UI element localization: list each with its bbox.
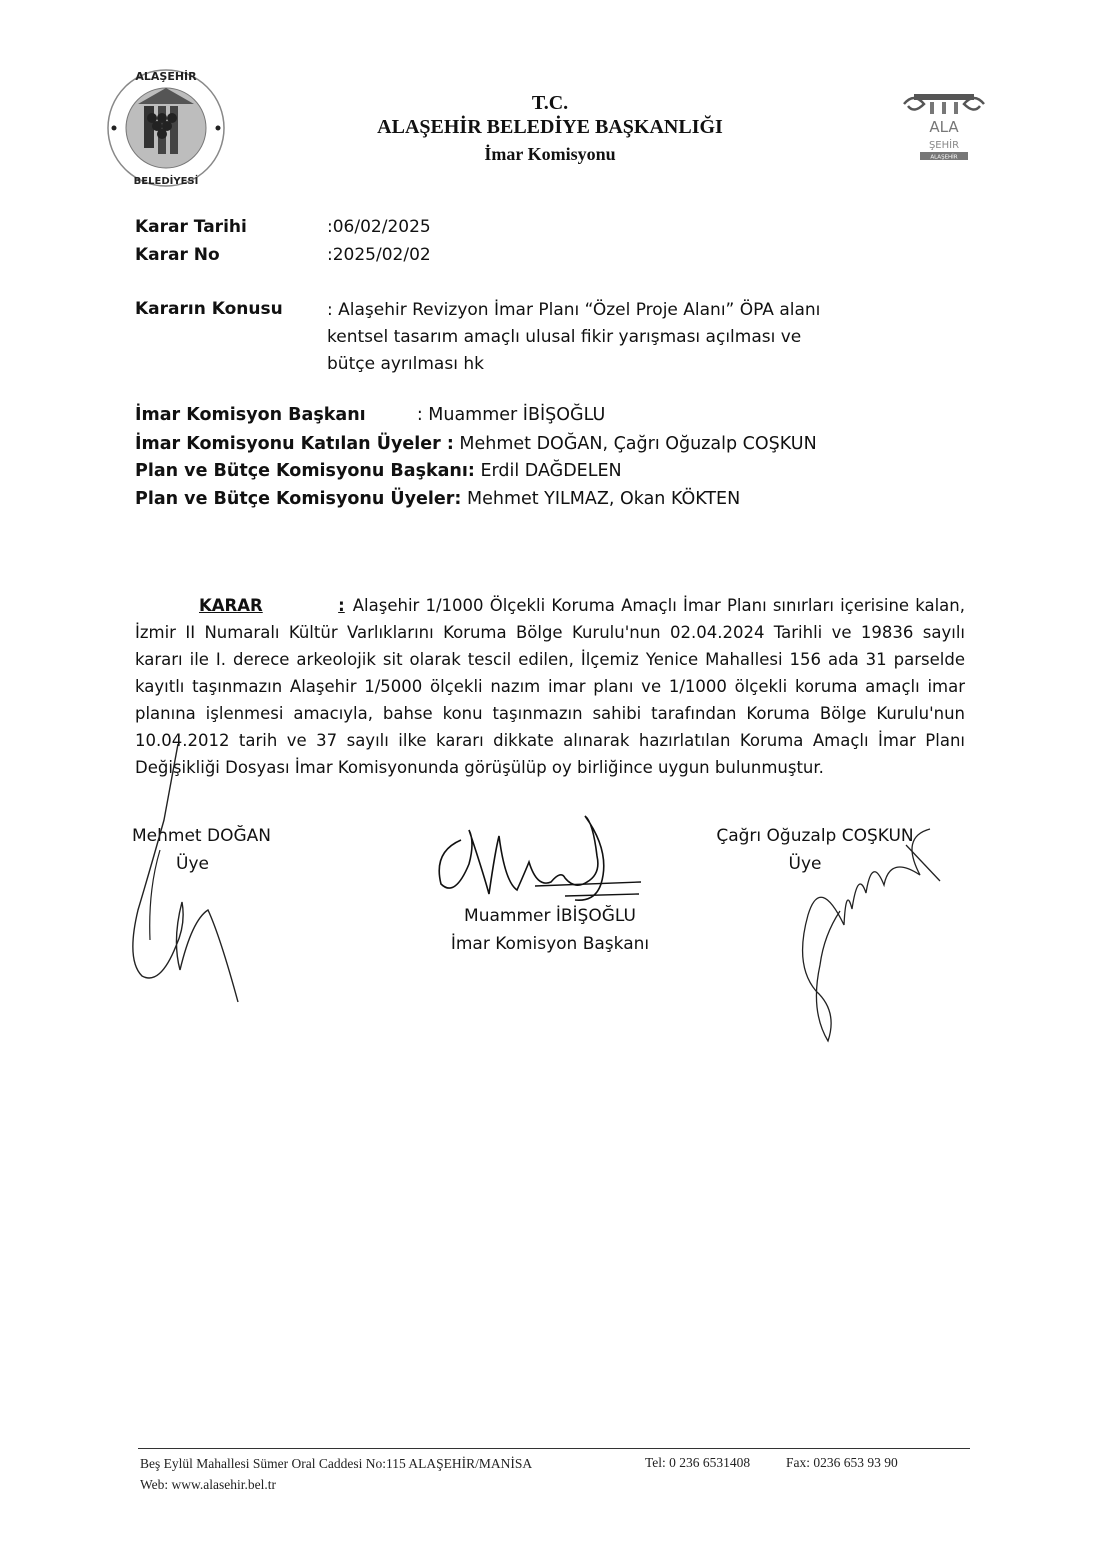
right-handwritten-signature [780, 815, 950, 1055]
budget-chair-line [135, 461, 622, 481]
chair-label: İmar Komisyon Başkanı [135, 405, 366, 425]
header-department: İmar Komisyonu [484, 144, 616, 164]
decision-colon: : [338, 596, 345, 615]
footer-phone: Tel: 0 236 6531408 [645, 1455, 751, 1470]
decision-date-label: Karar Tarihi [135, 217, 247, 237]
header-institution: ALAŞEHİR BELEDİYE BAŞKANLIĞI [377, 116, 723, 138]
left-signatory-name: Mehmet DOĞAN [132, 826, 271, 846]
seal-top-text: ALAŞEHİR [135, 70, 197, 83]
decision-topic-label: Kararın Konusu [135, 299, 283, 319]
chair-value: : Muammer İBİŞOĞLU [416, 405, 606, 425]
right-signatory-name: Çağrı Oğuzalp COŞKUN [716, 826, 914, 846]
budget-chair-value: Erdil DAĞDELEN [480, 461, 622, 481]
left-signatory-role: Üye [176, 854, 209, 874]
footer-address: Beş Eylül Mahallesi Sümer Oral Caddesi No:115 ALAŞEHİR/MANİSA [140, 1456, 533, 1471]
budget-chair-label: Plan ve Bütçe Komisyonu Başkanı: [135, 461, 475, 481]
budget-members-line [135, 489, 740, 509]
members-line [135, 434, 817, 454]
footer-web: Web: www.alasehir.bel.tr [140, 1477, 276, 1492]
left-handwritten-signature [120, 740, 260, 1010]
chair-line [135, 405, 605, 425]
header-tc: T.C. [531, 92, 569, 114]
center-handwritten-signature [425, 812, 655, 907]
right-signatory-role: Üye [788, 854, 822, 874]
logo-text-sehir: ŞEHİR [928, 140, 960, 151]
decision-date-value: :06/02/2025 [327, 217, 431, 237]
decision-label: KARAR [199, 596, 263, 615]
decision-no-value: :2025/02/02 [327, 245, 431, 265]
logo-text-ala: ALA [929, 118, 959, 136]
footer-fax: Fax: 0236 653 93 90 [786, 1455, 898, 1470]
members-label: İmar Komisyonu Katılan Üyeler : [135, 434, 454, 454]
alasehir-column-logo [900, 90, 988, 162]
decision-text: Alaşehir 1/1000 Ölçekli Koruma Amaçlı İmar Planı sınırları içerisine kalan, İzmir II Numaralı Kültür Varlıklarını Koruma Bölge Kurulu'nun 02.04.2024 Tarihli ve 19836 sayılı kararı ile I. derece arkeolojik sit olarak tescil edilen, İlçemiz Yenice Mahallesi 156 ada 31 parselde kayıtlı taşınmazın Alaşehir 1/5000 ölçekli nazım imar planı ve 1/1000 ölçekli koruma amaçlı imar planına işlenmesi amacıyla, bahse konu taşınmazın sahibi tarafından Koruma Bölge Kurulu'nun 10.04.2012 tarih ve 37 sayılı ilke kararı dikkate alınarak hazırlatılan Koruma Amaçlı İmar Planı Değişikliği Dosyası İmar Komisyonunda görüşülüp oy birliğince uygun bulunmuştur. [135, 596, 965, 777]
decision-no-label: Karar No [135, 245, 220, 265]
budget-members-value: Mehmet YILMAZ, Okan KÖKTEN [466, 489, 741, 509]
center-signatory-name: Muammer İBİŞOĞLU [464, 906, 636, 926]
logo-text-band: ALAŞEHİR [930, 154, 958, 161]
municipality-seal-logo [104, 66, 228, 190]
center-signatory-role: İmar Komisyon Başkanı [450, 934, 650, 954]
decision-topic-value: : Alaşehir Revizyon İmar Planı “Özel Proje Alanı” ÖPA alanı kentsel tasarım amaçlı ulusal fikir yarışması açılması ve bütçe ayrılması hk [327, 300, 821, 374]
seal-bottom-text: BELEDİYESİ [133, 176, 199, 187]
footer-divider [138, 1448, 970, 1449]
members-value: Mehmet DOĞAN, Çağrı Oğuzalp COŞKUN [459, 434, 817, 454]
budget-members-label: Plan ve Bütçe Komisyonu Üyeler: [135, 489, 462, 509]
